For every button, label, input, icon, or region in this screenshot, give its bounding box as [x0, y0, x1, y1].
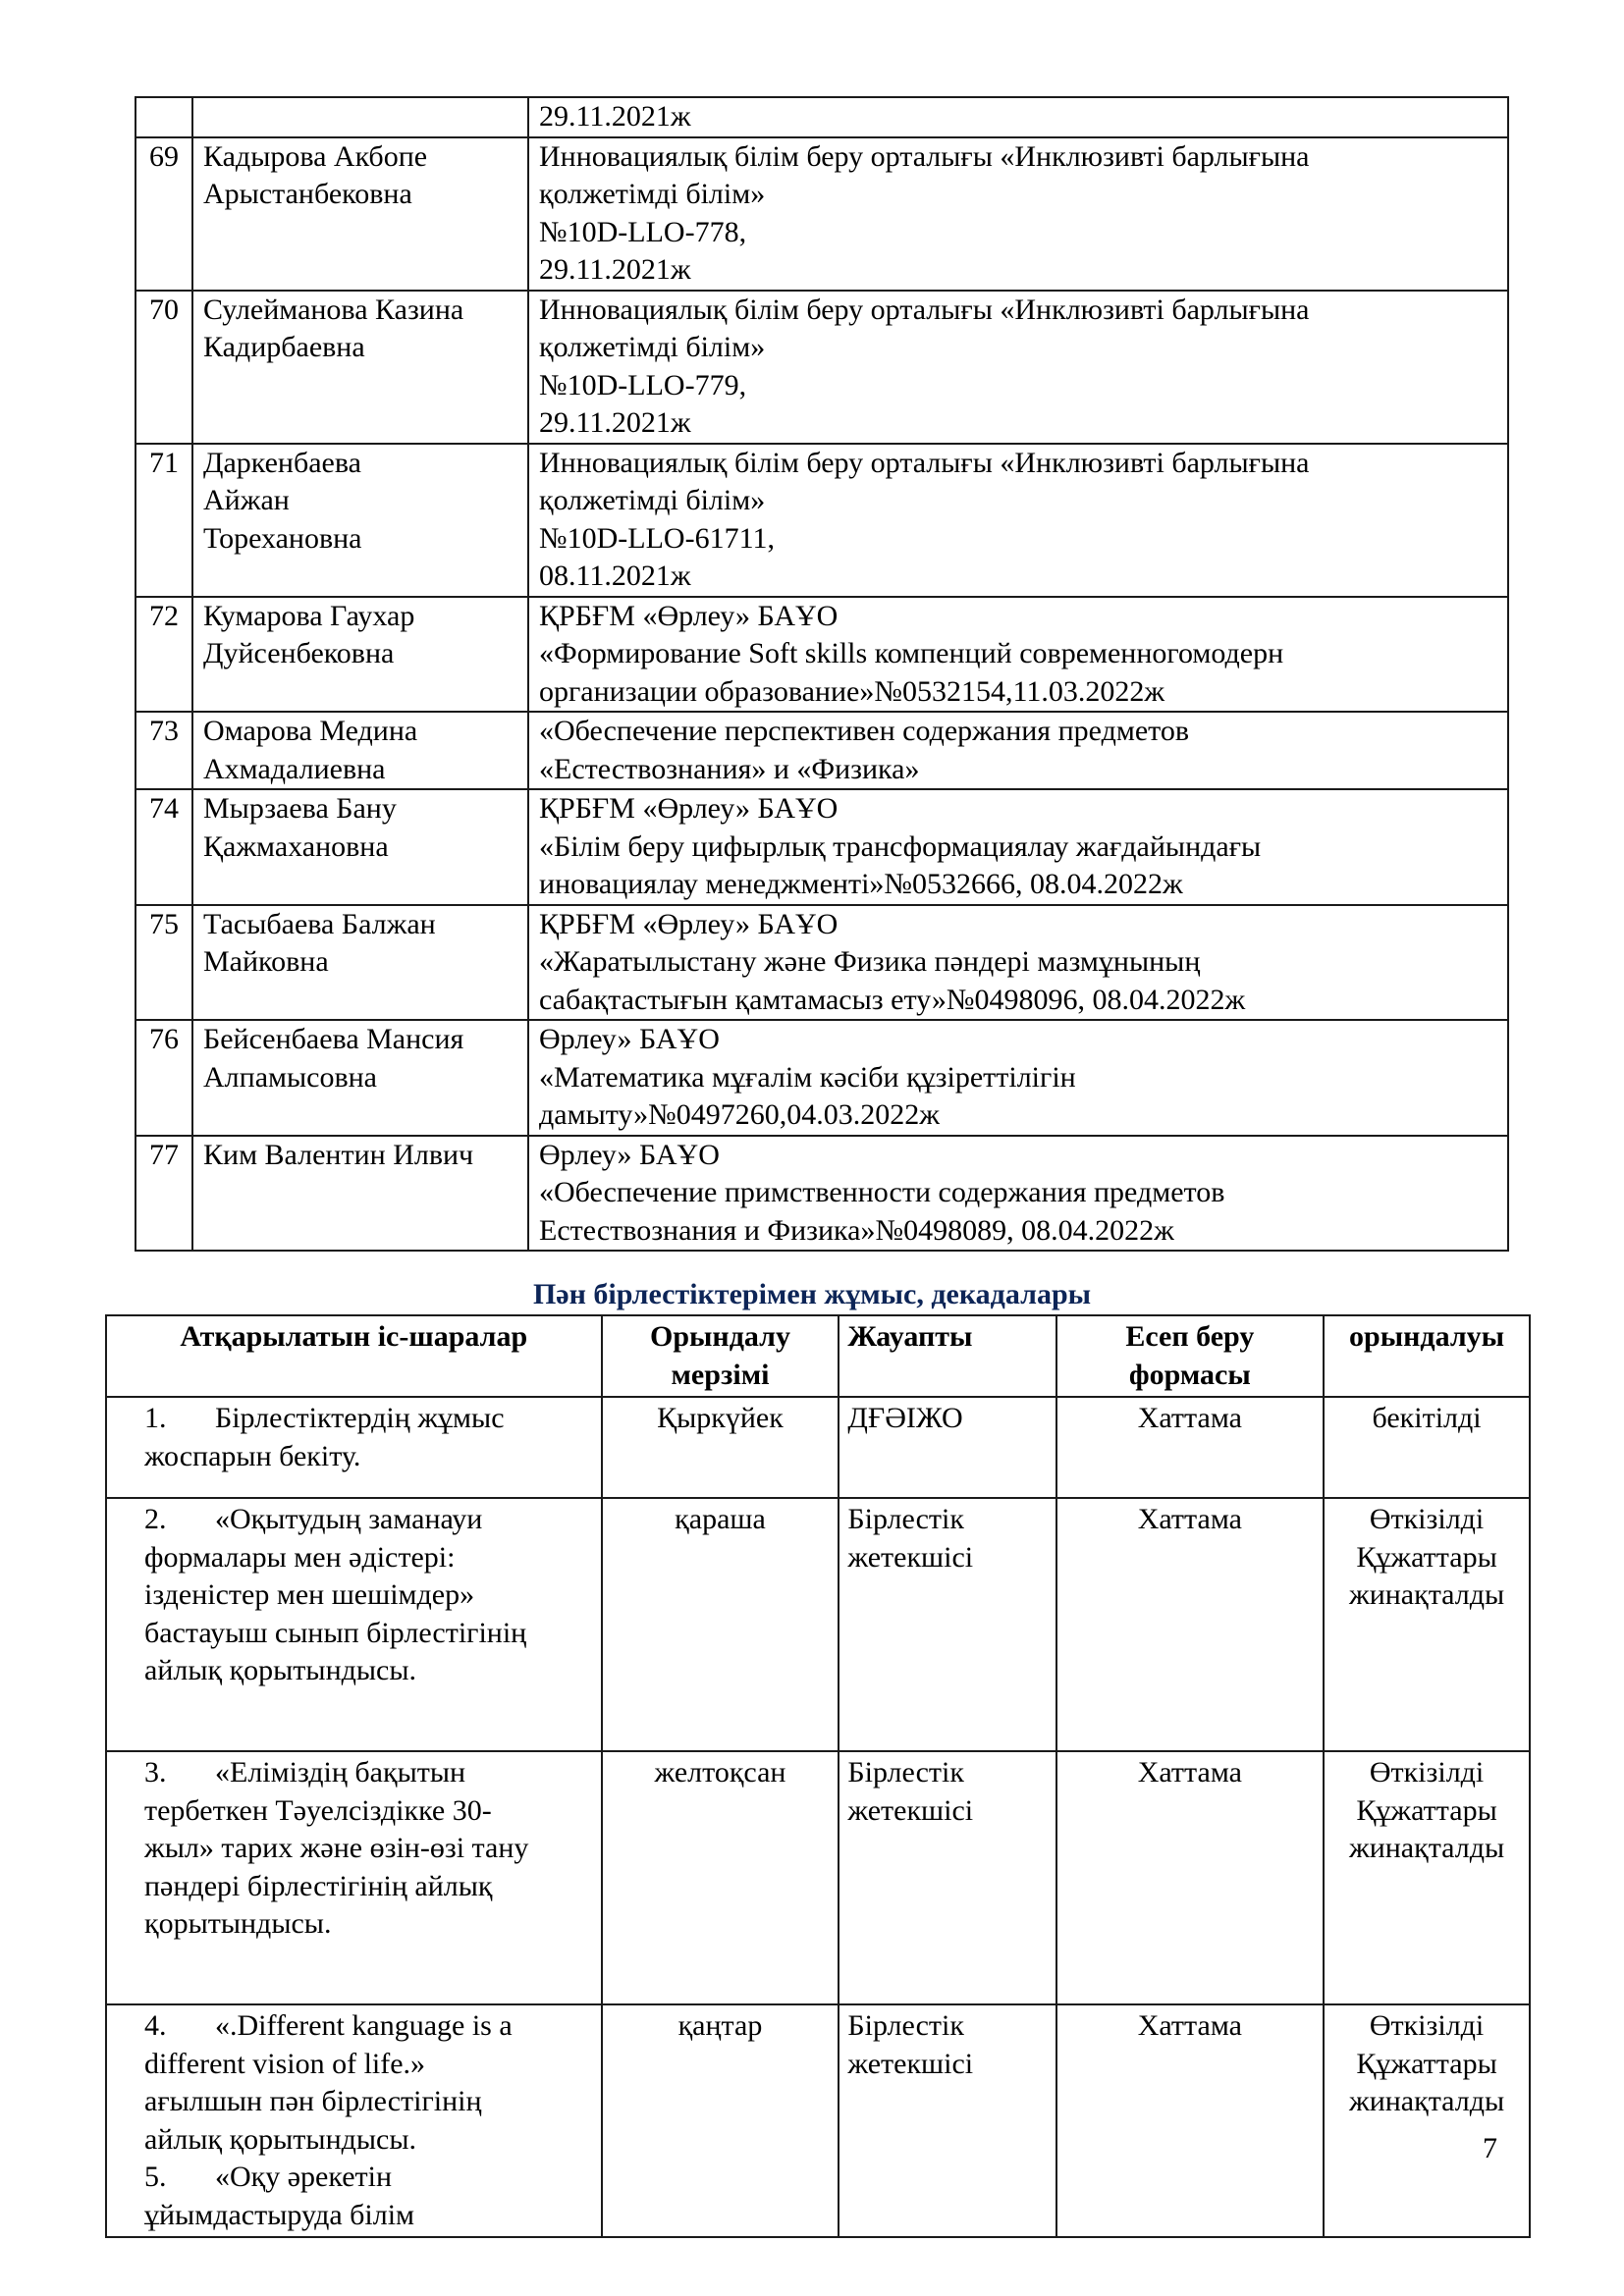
text-line: Есеп беру	[1125, 1320, 1255, 1353]
text-line: «Естествознания» и «Физика»	[539, 752, 920, 785]
table-row	[135, 444, 1508, 597]
deadline: Қыркүйек	[602, 1397, 839, 1498]
table-row	[135, 712, 1508, 789]
text-line: Өрлеу» БАҰО	[539, 1023, 720, 1055]
course-details	[528, 444, 1508, 597]
text-line: Құжаттары	[1356, 2047, 1497, 2080]
text-line	[144, 1501, 593, 1539]
table-row	[106, 1751, 1530, 2004]
course-details	[528, 97, 1508, 137]
events-table	[105, 1314, 1531, 2238]
text-line: «Обеспечение перспективен содержания предметов	[539, 715, 1190, 747]
report-form: Хаттама	[1056, 1397, 1325, 1498]
text-line: ізденістер мен шешімдер»	[144, 1578, 475, 1611]
text-line	[144, 1400, 593, 1438]
text-line: Кадирбаевна	[203, 331, 365, 363]
text: «Еліміздің бақытын	[215, 1756, 466, 1789]
text-line: Атқарылатын іс-шаралар	[180, 1320, 528, 1353]
text-line	[144, 1754, 593, 1792]
table-row	[135, 789, 1508, 905]
text-line: Өткізілді	[1369, 2009, 1485, 2042]
text-line: Бейсенбаева Мансия	[203, 1023, 464, 1055]
text-line: Инновациялық білім беру орталығы «Инклюзивті барлығына	[539, 293, 1310, 326]
text-line: Орындалу	[649, 1320, 790, 1353]
courses-table	[135, 96, 1509, 1252]
text-line: Жауапты	[847, 1320, 973, 1353]
text-line: Мырзаева Бану	[203, 792, 397, 825]
text-line: қолжетімді білім»	[539, 484, 766, 516]
text-line: Өрлеу» БАҰО	[539, 1138, 720, 1171]
text-line: ұйымдастыруда білім	[144, 2198, 415, 2231]
text-line: қорытындысы.	[144, 1907, 332, 1940]
event-description	[106, 2004, 602, 2237]
text-line: пәндері бірлестігінің айлық	[144, 1869, 493, 1902]
teacher-name	[192, 1020, 528, 1136]
responsible	[839, 2004, 1056, 2237]
header-deadline	[602, 1315, 839, 1397]
text-line: Дуйсенбековна	[203, 637, 395, 669]
teacher-name	[192, 1136, 528, 1252]
text-line: ҚРБҒМ «Өрлеу» БАҰО	[539, 792, 839, 825]
deadline: қаңтар	[602, 2004, 839, 2237]
course-details	[528, 291, 1508, 444]
report-form: Хаттама	[1056, 2004, 1325, 2237]
responsible	[839, 1751, 1056, 2004]
section-heading: Пән бірлестіктерімен жұмыс, декадалары	[532, 1278, 1092, 1310]
table-row	[135, 137, 1508, 291]
text-line: Сулейманова Казина	[203, 293, 464, 326]
text-line: Кадырова Акбопе	[203, 139, 428, 173]
text-line	[144, 2007, 593, 2046]
text-line: «Обеспечение примственности содержания предметов	[539, 1176, 1225, 1208]
text-line: Өткізілді	[1369, 1756, 1485, 1789]
text-line: Бірлестік	[847, 1756, 964, 1789]
row-number: 70	[135, 291, 192, 444]
status	[1324, 1397, 1530, 1498]
text-line: Инновациялық білім беру орталығы «Инклюзивті барлығына	[539, 446, 1310, 479]
text-line: 29.11.2021ж	[539, 253, 691, 286]
table-row	[106, 2004, 1530, 2237]
text-line: иновациялау менеджменті»№0532666, 08.04.2022ж	[539, 868, 1183, 900]
text-line: Құжаттары	[1356, 1793, 1497, 1827]
course-details	[528, 1020, 1508, 1136]
row-number: 75	[135, 905, 192, 1021]
text-line: Бірлестік	[847, 1503, 964, 1535]
text-line: 29.11.2021ж	[539, 406, 691, 439]
header-activities	[106, 1315, 602, 1397]
teacher-name	[192, 291, 528, 444]
text-line: «Математика мұғалім кәсіби құзіреттілігін	[539, 1060, 1076, 1094]
text-line: мерзімі	[671, 1358, 770, 1391]
text-line: организации образование»№0532154,11.03.2022ж	[539, 674, 1165, 708]
row-number: 71	[135, 444, 192, 597]
text-line: жетекшісі	[847, 1540, 974, 1574]
course-details	[528, 1136, 1508, 1252]
text-line: бастауыш сынып бірлестігінің	[144, 1616, 527, 1649]
text-line: 08.11.2021ж	[539, 560, 691, 592]
text-line: формасы	[1128, 1358, 1251, 1391]
status	[1324, 1751, 1530, 2004]
text-line: Құжаттары	[1356, 1540, 1497, 1574]
page-number: 7	[1483, 2132, 1497, 2164]
text-line: Бірлестік	[847, 2009, 964, 2042]
row-number: 77	[135, 1136, 192, 1252]
text-line: different vision of life.»	[144, 2047, 426, 2080]
item-number: 4.	[144, 2009, 167, 2042]
events-table-header	[106, 1315, 1530, 1397]
course-details	[528, 789, 1508, 905]
text-line: №10D-LLO-778,	[539, 215, 747, 248]
text-line: айлық қорытындысы.	[144, 1654, 417, 1686]
teacher-name	[192, 712, 528, 789]
row-number: 74	[135, 789, 192, 905]
table-row	[135, 1136, 1508, 1252]
teacher-name	[192, 905, 528, 1021]
text-line: Айжан	[203, 484, 290, 516]
text-line: Тореханoвна	[203, 521, 362, 555]
text-line: Алпамысовна	[203, 1060, 377, 1094]
text-line: Ахмадалиевна	[203, 752, 386, 785]
course-details	[528, 905, 1508, 1021]
status	[1324, 2004, 1530, 2237]
table-row	[106, 1498, 1530, 1751]
text-line: қолжетімді білім»	[539, 178, 766, 210]
text-line: ҚРБҒМ «Өрлеу» БАҰО	[539, 907, 839, 940]
text-line: ҚРБҒМ «Өрлеу» БАҰО	[539, 599, 839, 632]
deadline: қараша	[602, 1498, 839, 1751]
header-report-form	[1056, 1315, 1325, 1397]
text-line: Майковна	[203, 945, 329, 978]
text-line: жетекшісі	[847, 2047, 974, 2080]
text: Бірлестіктердің жұмыс	[215, 1402, 505, 1434]
text-line: «Формирование Soft skills компенций современногомодерн	[539, 637, 1284, 669]
row-number: 76	[135, 1020, 192, 1136]
text-line: Өткізілді	[1369, 1503, 1485, 1535]
item-number: 2.	[144, 1503, 167, 1535]
row-number: 69	[135, 137, 192, 291]
text-line: жыл» тарих және өзін-өзі тану	[144, 1832, 529, 1864]
text-line: Омарова Медина	[203, 715, 418, 747]
table-row	[106, 1397, 1530, 1498]
row-number: 73	[135, 712, 192, 789]
row-number: 72	[135, 597, 192, 713]
text-line: жетекшісі	[847, 1793, 974, 1827]
table-row	[135, 597, 1508, 713]
course-details	[528, 712, 1508, 789]
text-line: ДҒӘІЖО	[847, 1402, 963, 1434]
text-line: №10D-LLO-779,	[539, 368, 747, 401]
text-line: қолжетімді білім»	[539, 331, 766, 363]
teacher-name	[192, 789, 528, 905]
header-status	[1324, 1315, 1530, 1397]
text-line: Даркенбаева	[203, 446, 361, 479]
text-line: Қажмахановна	[203, 829, 389, 863]
status	[1324, 1498, 1530, 1751]
teacher-name	[192, 137, 528, 291]
text-line: ағылшын пән бірлестігінің	[144, 2085, 482, 2117]
text: «Оқытудың заманауи	[215, 1503, 483, 1535]
text-line: орындалуы	[1349, 1320, 1505, 1353]
teacher-name	[192, 597, 528, 713]
text-line: жинақталды	[1348, 1578, 1505, 1611]
teacher-name	[192, 444, 528, 597]
text-line: формалары мен әдістері:	[144, 1540, 456, 1574]
deadline: желтоқсан	[602, 1751, 839, 2004]
text-line: Естествознания и Физика»№0498089, 08.04.2022ж	[539, 1213, 1174, 1247]
text-line: Тасыбаева Балжан	[203, 907, 436, 940]
text-line: сабақтастығын қамтамасыз ету»№0498096, 08.04.2022ж	[539, 983, 1246, 1016]
row-number	[135, 97, 192, 137]
text-line: Кумарова Гаухар	[203, 599, 415, 632]
text-line	[144, 2159, 593, 2197]
text-line: №10D-LLO-61711,	[539, 521, 775, 555]
text-line: бекітілді	[1372, 1402, 1482, 1434]
item-number: 5.	[144, 2161, 167, 2193]
event-description	[106, 1751, 602, 2004]
text: «Оқу әрекетін	[215, 2161, 393, 2193]
table-row	[135, 1020, 1508, 1136]
table-row	[135, 291, 1508, 444]
text-line: «Білім беру цифырлық трансформациялау жағдайындағы	[539, 829, 1262, 863]
text-line: 29.11.2021ж	[539, 100, 691, 133]
text: «.Different kanguage is a	[215, 2009, 513, 2042]
teacher-name	[192, 97, 528, 137]
event-description	[106, 1498, 602, 1751]
table-row	[135, 97, 1508, 137]
text-line: жинақталды	[1348, 2085, 1505, 2117]
header-responsible	[839, 1315, 1056, 1397]
text-line: жинақталды	[1348, 1832, 1505, 1864]
course-details	[528, 137, 1508, 291]
responsible	[839, 1397, 1056, 1498]
text-line: айлық қорытындысы.	[144, 2122, 417, 2156]
text-line: Ким Валентин Илвич	[203, 1138, 474, 1171]
text-line: «Жаратылыстану және Физика пәндері мазмұнының	[539, 945, 1201, 978]
table-row	[135, 905, 1508, 1021]
event-description	[106, 1397, 602, 1498]
item-number: 1.	[144, 1402, 167, 1434]
text-line: дамыту»№0497260,04.03.2022ж	[539, 1098, 941, 1131]
text-line: тербеткен Тәуелсіздікке 30-	[144, 1793, 492, 1827]
responsible	[839, 1498, 1056, 1751]
text-line: Инновациялық білім беру орталығы «Инклюзивті барлығына	[539, 139, 1310, 173]
text-line: жоспарын бекіту.	[144, 1439, 361, 1472]
item-number: 3.	[144, 1756, 167, 1789]
text-line: Арыстанбековна	[203, 178, 412, 210]
report-form: Хаттама	[1056, 1498, 1325, 1751]
course-details	[528, 597, 1508, 713]
report-form: Хаттама	[1056, 1751, 1325, 2004]
